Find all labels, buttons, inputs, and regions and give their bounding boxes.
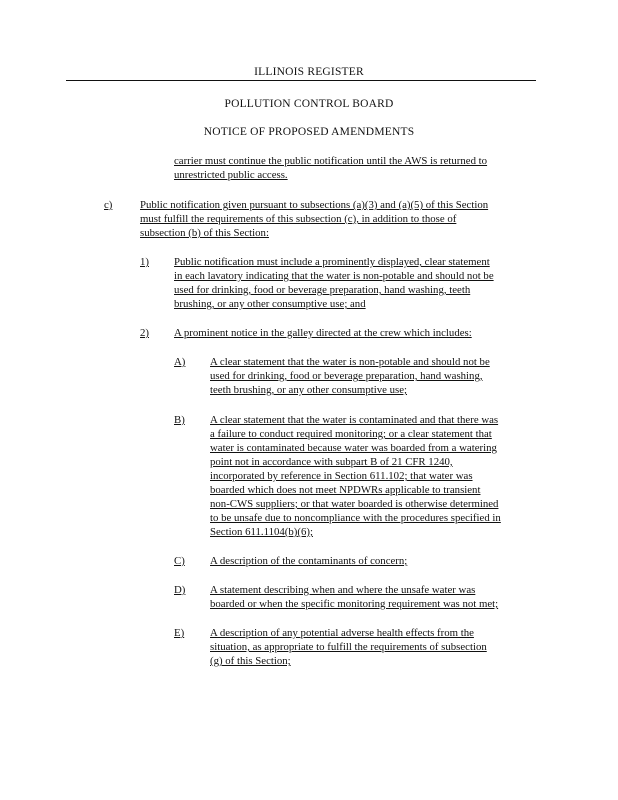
continued-line-2: unrestricted public access. (174, 169, 288, 181)
item-1-line-1: Public notification must include a prominently displayed, clear statement (174, 256, 490, 268)
item-b-line-4: point not in accordance with subpart B of 21 CFR 1240, (210, 456, 453, 468)
item-b-line-2: a failure to conduct required monitoring; or a clear statement that (210, 428, 492, 440)
item-a-line-1: A clear statement that the water is non-potable and should not be (210, 356, 490, 368)
continued-line-1: carrier must continue the public notification until the AWS is returned to (174, 155, 488, 167)
section-c-label: c) (104, 199, 113, 211)
item-e-line-3: (g) of this Section; (210, 655, 291, 667)
item-d-label: D) (174, 584, 186, 596)
item-1-label: 1) (140, 256, 149, 268)
item-d-line-2: boarded or when the specific monitoring requirement was not met; (210, 598, 499, 610)
item-e-line-1: A description of any potential adverse health effects from the (210, 627, 474, 639)
board-title: POLLUTION CONTROL BOARD (224, 98, 394, 110)
item-1-line-2: in each lavatory indicating that the water is non-potable and should not be (174, 270, 494, 282)
item-d-line-1: A statement describing when and where the unsafe water was (210, 584, 476, 596)
section-c-line-1: Public notification given pursuant to subsections (a)(3) and (a)(5) of this Section (140, 199, 489, 211)
item-e-label: E) (174, 627, 185, 639)
item-b-line-8: to be unsafe due to noncompliance with the procedures specified in (210, 512, 501, 524)
item-a-line-2: used for drinking, food or beverage preparation, hand washing, (210, 370, 483, 382)
item-c-line-1: A description of the contaminants of concern; (210, 555, 408, 567)
item-b-label: B) (174, 414, 185, 426)
item-1-line-4: brushing, or any other consumptive use; and (174, 298, 366, 310)
header-rule (66, 80, 536, 81)
item-b-line-1: A clear statement that the water is contaminated and that there was (210, 414, 499, 426)
item-2-line-1: A prominent notice in the galley directed at the crew which includes: (174, 327, 472, 339)
item-1-line-3: used for drinking, food or beverage preparation, hand washing, teeth (174, 284, 471, 296)
item-e-line-2: situation, as appropriate to fulfill the requirements of subsection (210, 641, 487, 653)
notice-title: NOTICE OF PROPOSED AMENDMENTS (203, 126, 415, 138)
item-2-label: 2) (140, 327, 149, 339)
item-a-label: A) (174, 356, 186, 368)
item-a-line-3: teeth brushing, or any other consumptive use; (210, 384, 408, 396)
item-b-line-9: Section 611.1104(b)(6); (210, 526, 313, 538)
register-title: ILLINOIS REGISTER (254, 66, 364, 78)
item-b-line-6: boarded which does not meet NPDWRs applicable to transient (210, 484, 481, 496)
item-b-line-3: water is contaminated because water was boarded from a watering (210, 442, 497, 454)
section-c-line-2: must fulfill the requirements of this subsection (c), in addition to those of (140, 213, 457, 225)
section-c-line-3: subsection (b) of this Section: (140, 227, 269, 239)
item-c-label: C) (174, 555, 185, 567)
item-b-line-5: incorporated by reference in Section 611.102; that water was (210, 470, 473, 482)
item-b-line-7: non-CWS suppliers; or that water boarded is otherwise determined (210, 498, 499, 510)
